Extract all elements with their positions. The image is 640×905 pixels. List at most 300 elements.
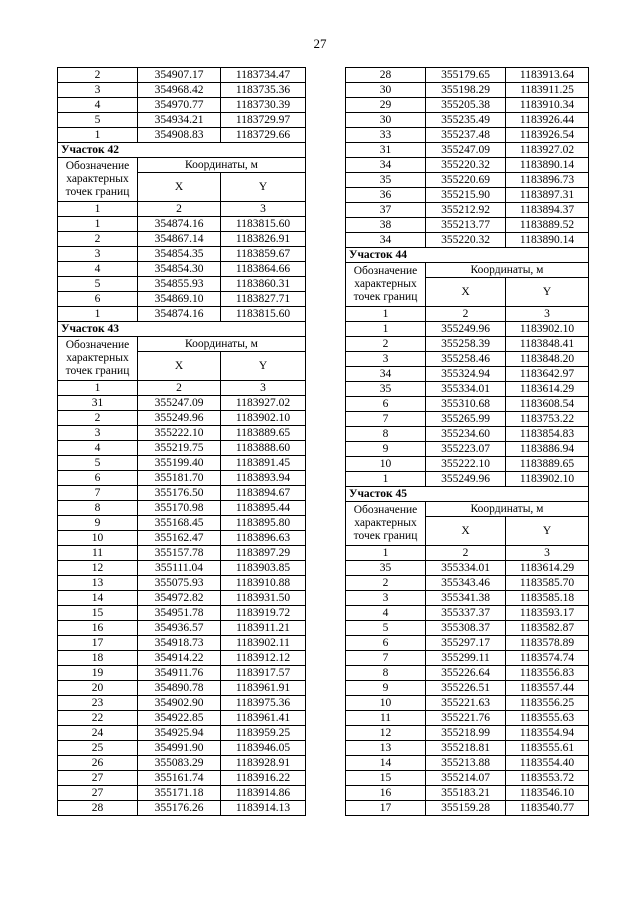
x-coordinate-cell: 355258.46 [426, 352, 506, 367]
point-number-cell: 13 [346, 741, 426, 756]
column-number-row [58, 202, 306, 217]
table-row [58, 128, 306, 143]
y-coordinate-cell: 1183902.10 [506, 322, 589, 337]
coordinates-table-right [345, 67, 589, 816]
column-number-cell: 3 [221, 381, 306, 396]
point-number-cell: 16 [58, 621, 138, 636]
table-row [346, 382, 589, 397]
x-coordinate-cell: 355337.37 [426, 606, 506, 621]
y-coordinate-cell: 1183975.36 [221, 696, 306, 711]
point-number-cell: 7 [346, 412, 426, 427]
table-row [58, 786, 306, 801]
y-coordinate-cell: 1183540.77 [506, 801, 589, 816]
y-coordinate-cell: 1183895.80 [221, 516, 306, 531]
coordinates-header: Координаты, м [426, 263, 589, 278]
y-coordinate-cell: 1183556.83 [506, 666, 589, 681]
point-number-cell: 1 [346, 472, 426, 487]
y-coordinate-cell: 1183896.73 [506, 173, 589, 188]
y-coordinate-cell: 1183854.83 [506, 427, 589, 442]
x-coordinate-cell: 354972.82 [138, 591, 221, 606]
y-coordinate-cell: 1183608.54 [506, 397, 589, 412]
point-number-cell: 3 [346, 352, 426, 367]
x-coordinate-cell: 354968.42 [138, 83, 221, 98]
x-coordinate-cell: 355223.07 [426, 442, 506, 457]
point-number-cell: 10 [346, 696, 426, 711]
table-row [346, 322, 589, 337]
point-number-cell: 2 [346, 576, 426, 591]
point-number-cell: 3 [58, 247, 138, 262]
table-row [58, 501, 306, 516]
table-row [58, 561, 306, 576]
point-number-cell: 28 [58, 801, 138, 816]
column-number-cell: 1 [58, 202, 138, 217]
table-row [58, 292, 306, 307]
x-coordinate-cell: 355171.18 [138, 786, 221, 801]
y-coordinate-cell: 1183859.67 [221, 247, 306, 262]
point-number-cell: 37 [346, 203, 426, 218]
point-number-cell: 11 [346, 711, 426, 726]
table-row [58, 741, 306, 756]
y-coordinate-cell: 1183730.39 [221, 98, 306, 113]
y-coordinate-cell: 1183815.60 [221, 307, 306, 322]
table-row [346, 427, 589, 442]
y-coordinate-cell: 1183946.05 [221, 741, 306, 756]
x-coordinate-cell: 355161.74 [138, 771, 221, 786]
x-coordinate-cell: 355111.04 [138, 561, 221, 576]
column-number-cell: 2 [138, 202, 221, 217]
x-coordinate-cell: 355205.38 [426, 98, 506, 113]
section-title-row [58, 143, 306, 158]
table-row [58, 666, 306, 681]
y-coordinate-cell: 1183886.94 [506, 442, 589, 457]
point-number-cell: 15 [346, 771, 426, 786]
section-title-row [346, 248, 589, 263]
header-row [346, 502, 589, 517]
x-coordinate-cell: 355083.29 [138, 756, 221, 771]
point-number-cell: 2 [346, 337, 426, 352]
point-number-cell: 38 [346, 218, 426, 233]
table-row [346, 397, 589, 412]
y-coordinate-cell: 1183729.66 [221, 128, 306, 143]
point-number-cell: 17 [58, 636, 138, 651]
x-coordinate-cell: 355299.11 [426, 651, 506, 666]
y-coordinate-cell: 1183927.02 [506, 143, 589, 158]
y-coordinate-cell: 1183897.29 [221, 546, 306, 561]
x-coordinate-cell: 355265.99 [426, 412, 506, 427]
y-coordinate-cell: 1183864.66 [221, 262, 306, 277]
x-column-header: X [138, 352, 221, 381]
point-number-cell: 15 [58, 606, 138, 621]
point-number-cell: 13 [58, 576, 138, 591]
y-coordinate-cell: 1183826.91 [221, 232, 306, 247]
point-number-cell: 26 [58, 756, 138, 771]
point-number-cell: 31 [58, 396, 138, 411]
point-number-cell: 9 [346, 681, 426, 696]
table-row [58, 711, 306, 726]
y-coordinate-cell: 1183926.54 [506, 128, 589, 143]
x-coordinate-cell: 354991.90 [138, 741, 221, 756]
table-row [346, 412, 589, 427]
x-coordinate-cell: 355343.46 [426, 576, 506, 591]
table-row [58, 113, 306, 128]
table-row [58, 636, 306, 651]
table-row [346, 711, 589, 726]
point-number-cell: 19 [58, 666, 138, 681]
x-coordinate-cell: 355214.07 [426, 771, 506, 786]
x-coordinate-cell: 354925.94 [138, 726, 221, 741]
point-number-cell: 36 [346, 188, 426, 203]
x-coordinate-cell: 355213.88 [426, 756, 506, 771]
y-coordinate-cell: 1183897.31 [506, 188, 589, 203]
column-number-cell: 1 [346, 307, 426, 322]
y-coordinate-cell: 1183961.91 [221, 681, 306, 696]
x-coordinate-cell: 354970.77 [138, 98, 221, 113]
point-number-cell: 9 [346, 442, 426, 457]
x-coordinate-cell: 355324.94 [426, 367, 506, 382]
x-coordinate-cell: 354874.16 [138, 217, 221, 232]
x-coordinate-cell: 354869.10 [138, 292, 221, 307]
point-number-cell: 22 [58, 711, 138, 726]
point-number-cell: 9 [58, 516, 138, 531]
point-number-cell: 35 [346, 382, 426, 397]
column-number-cell: 1 [346, 546, 426, 561]
y-coordinate-cell: 1183919.72 [221, 606, 306, 621]
x-coordinate-cell: 355222.10 [138, 426, 221, 441]
y-coordinate-cell: 1183889.65 [221, 426, 306, 441]
point-number-cell: 20 [58, 681, 138, 696]
y-coordinate-cell: 1183895.44 [221, 501, 306, 516]
column-number-row [58, 381, 306, 396]
table-row [58, 726, 306, 741]
x-coordinate-cell: 355247.09 [426, 143, 506, 158]
y-coordinate-cell: 1183614.29 [506, 561, 589, 576]
coordinates-header: Координаты, м [138, 337, 306, 352]
y-coordinate-cell: 1183735.36 [221, 83, 306, 98]
table-row [58, 68, 306, 83]
y-coordinate-cell: 1183889.52 [506, 218, 589, 233]
table-row [58, 262, 306, 277]
table-row [346, 696, 589, 711]
x-coordinate-cell: 355235.49 [426, 113, 506, 128]
table-row [346, 457, 589, 472]
x-coordinate-cell: 355220.32 [426, 233, 506, 248]
section-title-row [346, 487, 589, 502]
point-number-cell: 6 [58, 471, 138, 486]
x-column-header: X [138, 173, 221, 202]
y-coordinate-cell: 1183916.22 [221, 771, 306, 786]
point-number-cell: 5 [346, 621, 426, 636]
table-row [58, 606, 306, 621]
x-coordinate-cell: 355075.93 [138, 576, 221, 591]
x-coordinate-cell: 355258.39 [426, 337, 506, 352]
table-row [346, 801, 589, 816]
x-coordinate-cell: 355176.50 [138, 486, 221, 501]
x-coordinate-cell: 354874.16 [138, 307, 221, 322]
y-coordinate-cell: 1183848.20 [506, 352, 589, 367]
point-number-cell: 7 [58, 486, 138, 501]
y-coordinate-cell: 1183927.02 [221, 396, 306, 411]
y-coordinate-cell: 1183860.31 [221, 277, 306, 292]
point-number-cell: 28 [346, 68, 426, 83]
table-row [58, 426, 306, 441]
table-row [346, 367, 589, 382]
x-coordinate-cell: 355221.76 [426, 711, 506, 726]
y-coordinate-cell: 1183553.72 [506, 771, 589, 786]
x-coordinate-cell: 355198.29 [426, 83, 506, 98]
x-coordinate-cell: 354867.14 [138, 232, 221, 247]
y-coordinate-cell: 1183890.14 [506, 233, 589, 248]
y-coordinate-cell: 1183914.13 [221, 801, 306, 816]
x-coordinate-cell: 355183.21 [426, 786, 506, 801]
x-coordinate-cell: 355168.45 [138, 516, 221, 531]
table-row [58, 531, 306, 546]
y-coordinate-cell: 1183891.45 [221, 456, 306, 471]
point-number-cell: 24 [58, 726, 138, 741]
x-coordinate-cell: 355220.32 [426, 158, 506, 173]
x-coordinate-cell: 355237.48 [426, 128, 506, 143]
x-coordinate-cell: 354951.78 [138, 606, 221, 621]
point-number-cell: 3 [58, 426, 138, 441]
x-coordinate-cell: 354934.21 [138, 113, 221, 128]
table-row [58, 771, 306, 786]
point-number-cell: 10 [58, 531, 138, 546]
table-row [58, 471, 306, 486]
x-coordinate-cell: 355162.47 [138, 531, 221, 546]
x-coordinate-cell: 355310.68 [426, 397, 506, 412]
x-coordinate-cell: 355222.10 [426, 457, 506, 472]
table-row [346, 83, 589, 98]
x-coordinate-cell: 354902.90 [138, 696, 221, 711]
table-row [346, 621, 589, 636]
x-coordinate-cell: 354907.17 [138, 68, 221, 83]
column-number-cell: 3 [506, 546, 589, 561]
column-number-row [346, 307, 589, 322]
point-number-cell: 12 [58, 561, 138, 576]
point-designation-header: Обозначение характерных точек границ [346, 263, 426, 307]
y-coordinate-cell: 1183578.89 [506, 636, 589, 651]
table-row [346, 681, 589, 696]
table-row [346, 442, 589, 457]
point-designation-header: Обозначение характерных точек границ [58, 337, 138, 381]
y-coordinate-cell: 1183642.97 [506, 367, 589, 382]
table-row [346, 173, 589, 188]
point-number-cell: 6 [58, 292, 138, 307]
table-row [58, 756, 306, 771]
y-coordinate-cell: 1183894.37 [506, 203, 589, 218]
x-coordinate-cell: 354855.93 [138, 277, 221, 292]
table-row [346, 756, 589, 771]
point-number-cell: 10 [346, 457, 426, 472]
table-row [346, 741, 589, 756]
section-title-row [58, 322, 306, 337]
x-coordinate-cell: 355218.81 [426, 741, 506, 756]
x-coordinate-cell: 354922.85 [138, 711, 221, 726]
y-coordinate-cell: 1183926.44 [506, 113, 589, 128]
page-number: 27 [313, 36, 327, 51]
coordinates-header: Координаты, м [138, 158, 306, 173]
y-coordinate-cell: 1183555.63 [506, 711, 589, 726]
point-number-cell: 14 [58, 591, 138, 606]
x-coordinate-cell: 355157.78 [138, 546, 221, 561]
y-coordinate-cell: 1183959.25 [221, 726, 306, 741]
table-row [58, 307, 306, 322]
table-row [346, 606, 589, 621]
y-coordinate-cell: 1183614.29 [506, 382, 589, 397]
x-coordinate-cell: 355181.70 [138, 471, 221, 486]
table-row [346, 143, 589, 158]
point-number-cell: 35 [346, 561, 426, 576]
x-coordinate-cell: 354936.57 [138, 621, 221, 636]
y-coordinate-cell: 1183593.17 [506, 606, 589, 621]
table-row [346, 726, 589, 741]
table-row [58, 801, 306, 816]
y-coordinate-cell: 1183889.65 [506, 457, 589, 472]
x-coordinate-cell: 354854.30 [138, 262, 221, 277]
column-number-cell: 3 [221, 202, 306, 217]
section-title: Участок 45 [346, 487, 589, 502]
table-row [58, 651, 306, 666]
y-coordinate-cell: 1183911.21 [221, 621, 306, 636]
table-row [346, 128, 589, 143]
table-row [58, 396, 306, 411]
y-coordinate-cell: 1183894.67 [221, 486, 306, 501]
table-row [346, 636, 589, 651]
point-number-cell: 17 [346, 801, 426, 816]
table-row [58, 98, 306, 113]
x-coordinate-cell: 355221.63 [426, 696, 506, 711]
column-number-cell: 2 [138, 381, 221, 396]
table-row [58, 576, 306, 591]
point-number-cell: 1 [346, 322, 426, 337]
point-number-cell: 34 [346, 367, 426, 382]
point-number-cell: 2 [58, 411, 138, 426]
point-number-cell: 14 [346, 756, 426, 771]
x-coordinate-cell: 355176.26 [138, 801, 221, 816]
table-row [346, 561, 589, 576]
point-designation-header: Обозначение характерных точек границ [58, 158, 138, 202]
table-row [58, 546, 306, 561]
table-row [58, 456, 306, 471]
x-coordinate-cell: 355341.38 [426, 591, 506, 606]
table-row [58, 232, 306, 247]
table-row [58, 217, 306, 232]
column-number-cell: 3 [506, 307, 589, 322]
header-row [346, 263, 589, 278]
x-column-header: X [426, 517, 506, 546]
y-coordinate-cell: 1183815.60 [221, 217, 306, 232]
y-coordinate-cell: 1183753.22 [506, 412, 589, 427]
y-coordinate-cell: 1183890.14 [506, 158, 589, 173]
table-row [58, 411, 306, 426]
point-number-cell: 29 [346, 98, 426, 113]
y-column-header: Y [506, 278, 589, 307]
table-row [58, 486, 306, 501]
table-row [58, 696, 306, 711]
point-number-cell: 25 [58, 741, 138, 756]
table-row [58, 591, 306, 606]
point-number-cell: 5 [58, 456, 138, 471]
y-coordinate-cell: 1183729.97 [221, 113, 306, 128]
table-row [58, 621, 306, 636]
point-number-cell: 30 [346, 113, 426, 128]
table-row [346, 352, 589, 367]
x-coordinate-cell: 355213.77 [426, 218, 506, 233]
x-coordinate-cell: 355159.28 [426, 801, 506, 816]
y-coordinate-cell: 1183556.25 [506, 696, 589, 711]
y-coordinate-cell: 1183910.34 [506, 98, 589, 113]
coordinates-table-left [57, 67, 306, 816]
y-coordinate-cell: 1183585.70 [506, 576, 589, 591]
y-coordinate-cell: 1183917.57 [221, 666, 306, 681]
table-row [58, 277, 306, 292]
y-coordinate-cell: 1183893.94 [221, 471, 306, 486]
x-coordinate-cell: 355170.98 [138, 501, 221, 516]
table-row [58, 516, 306, 531]
x-coordinate-cell: 354914.22 [138, 651, 221, 666]
x-coordinate-cell: 355199.40 [138, 456, 221, 471]
point-number-cell: 3 [346, 591, 426, 606]
table-row [346, 233, 589, 248]
table-row [346, 218, 589, 233]
table-row [346, 651, 589, 666]
header-row [58, 337, 306, 352]
x-coordinate-cell: 355334.01 [426, 561, 506, 576]
y-coordinate-cell: 1183734.47 [221, 68, 306, 83]
x-coordinate-cell: 355249.96 [426, 472, 506, 487]
point-number-cell: 1 [58, 128, 138, 143]
coordinates-header: Координаты, м [426, 502, 589, 517]
point-number-cell: 34 [346, 158, 426, 173]
y-coordinate-cell: 1183928.91 [221, 756, 306, 771]
x-coordinate-cell: 354908.83 [138, 128, 221, 143]
table-row [346, 666, 589, 681]
y-coordinate-cell: 1183896.63 [221, 531, 306, 546]
table-row [346, 576, 589, 591]
point-number-cell: 3 [58, 83, 138, 98]
column-number-cell: 2 [426, 307, 506, 322]
point-number-cell: 6 [346, 636, 426, 651]
point-number-cell: 8 [346, 427, 426, 442]
table-row [346, 337, 589, 352]
x-coordinate-cell: 355218.99 [426, 726, 506, 741]
x-coordinate-cell: 355179.65 [426, 68, 506, 83]
y-coordinate-cell: 1183902.10 [506, 472, 589, 487]
x-coordinate-cell: 355220.69 [426, 173, 506, 188]
point-number-cell: 1 [58, 217, 138, 232]
y-column-header: Y [221, 352, 306, 381]
table-row [346, 591, 589, 606]
point-number-cell: 8 [58, 501, 138, 516]
table-row [346, 203, 589, 218]
x-coordinate-cell: 355226.64 [426, 666, 506, 681]
point-number-cell: 4 [58, 441, 138, 456]
point-number-cell: 27 [58, 771, 138, 786]
table-row [58, 441, 306, 456]
table-row [58, 83, 306, 98]
y-coordinate-cell: 1183848.41 [506, 337, 589, 352]
y-coordinate-cell: 1183574.74 [506, 651, 589, 666]
table-row [346, 472, 589, 487]
table-row [346, 771, 589, 786]
x-coordinate-cell: 355247.09 [138, 396, 221, 411]
point-number-cell: 31 [346, 143, 426, 158]
y-coordinate-cell: 1183888.60 [221, 441, 306, 456]
point-number-cell: 8 [346, 666, 426, 681]
point-number-cell: 5 [58, 113, 138, 128]
table-row [58, 247, 306, 262]
y-coordinate-cell: 1183554.40 [506, 756, 589, 771]
y-column-header: Y [221, 173, 306, 202]
